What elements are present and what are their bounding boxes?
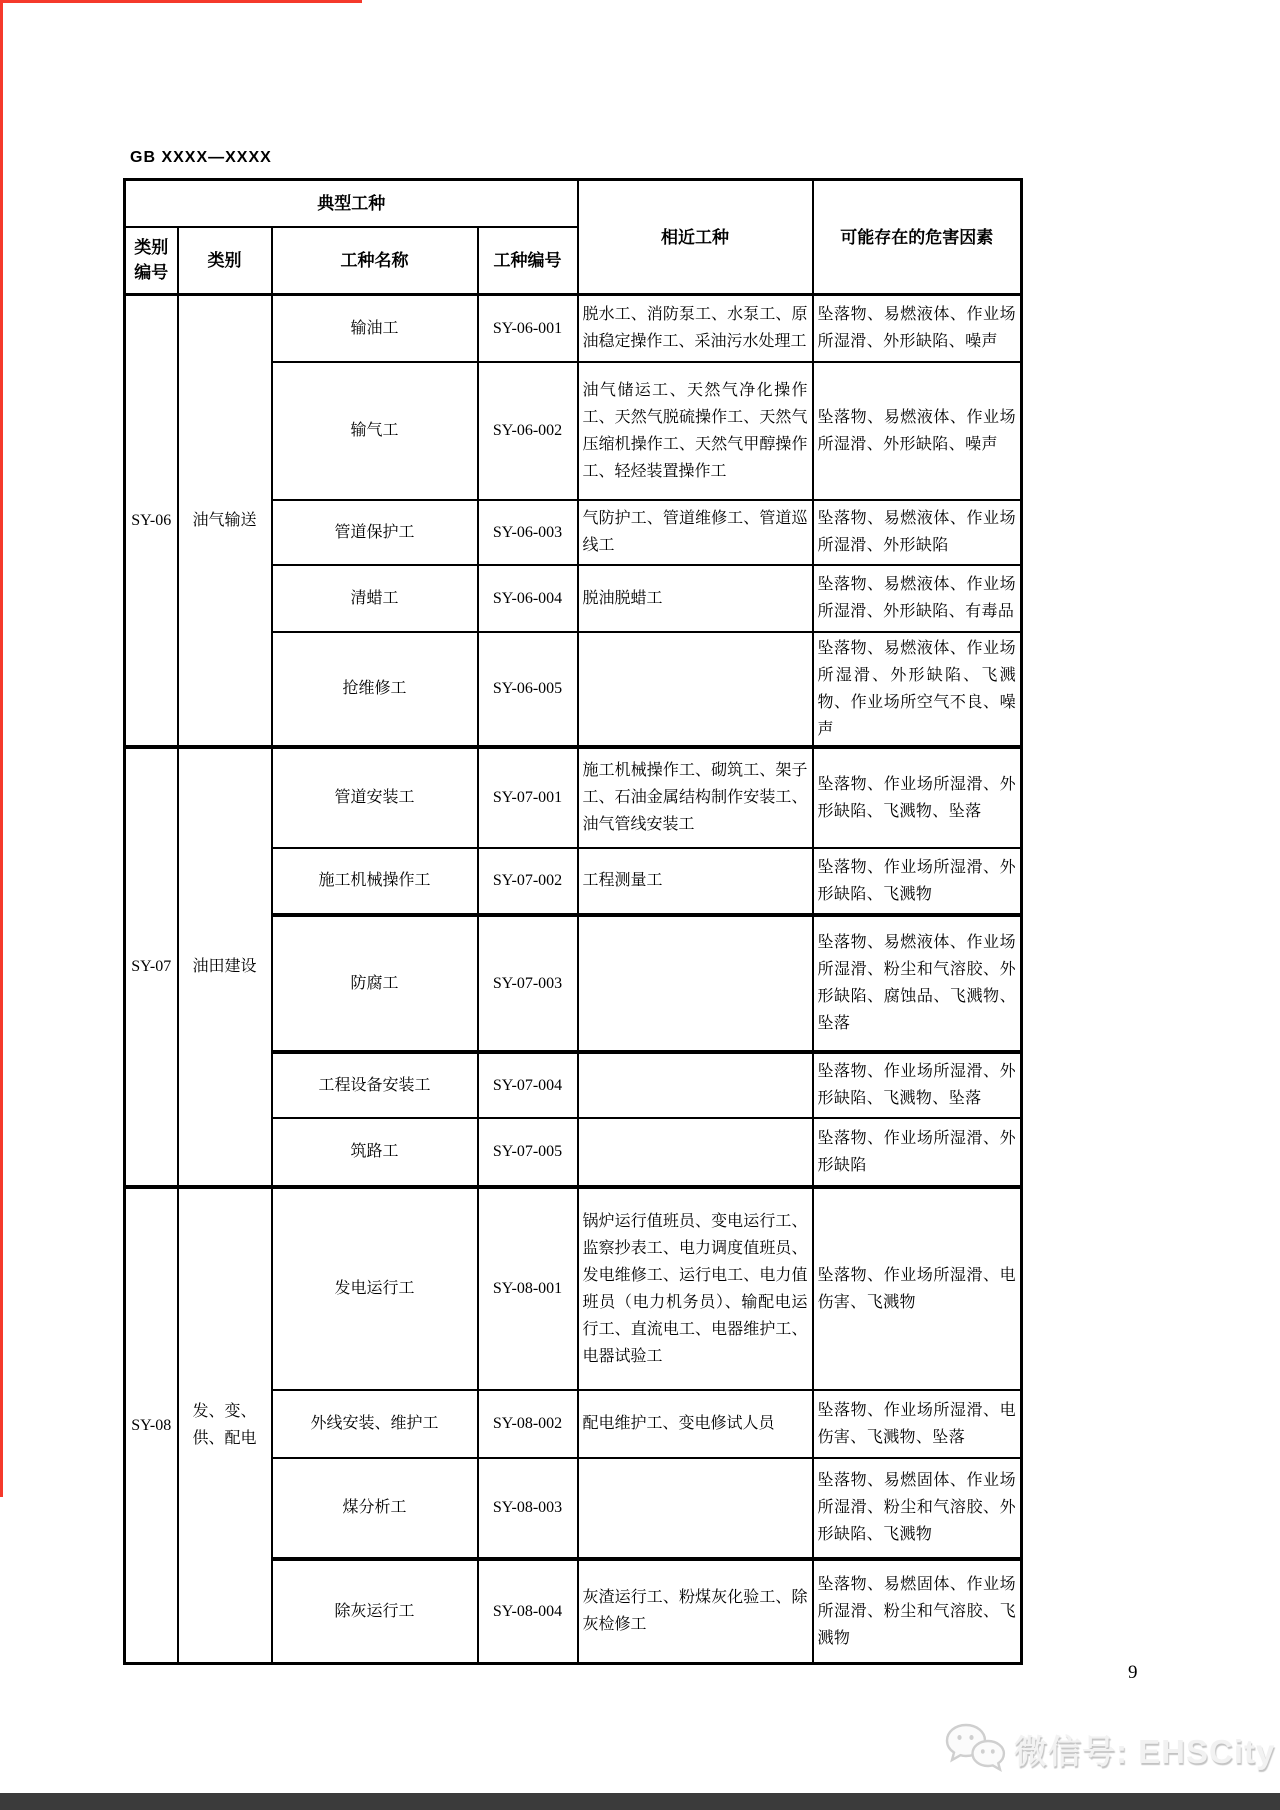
header-category-code: 类别编号: [125, 227, 178, 295]
job-code-cell: SY-06-002: [478, 362, 578, 500]
job-code-cell: SY-07-001: [478, 747, 578, 848]
job-name-cell: 工程设备安装工: [272, 1052, 478, 1118]
header-job-name: 工种名称: [272, 227, 478, 295]
header-row-group: [125, 180, 1022, 227]
watermark-text: 微信号: EHSCity: [1014, 1732, 1276, 1770]
similar-jobs-cell: 工程测量工: [578, 848, 813, 915]
doc-code: GB XXXX—XXXX: [130, 149, 272, 166]
job-hazard-table: [123, 178, 1023, 1665]
hazards-cell: 坠落物、易燃液体、作业场所湿滑、外形缺陷、噪声: [813, 362, 1022, 500]
section-code: SY-08: [125, 1187, 178, 1664]
hazards-cell: 坠落物、易燃固体、作业场所湿滑、粉尘和气溶胶、飞溅物: [813, 1559, 1022, 1664]
page-number: 9: [1128, 1662, 1138, 1683]
job-code-cell: SY-07-005: [478, 1118, 578, 1187]
header-similar-jobs: 相近工种: [578, 180, 813, 295]
similar-jobs-cell: [578, 1118, 813, 1187]
hazards-cell: 坠落物、易燃液体、作业场所湿滑、外形缺陷、飞溅物、作业场所空气不良、噪声: [813, 632, 1022, 747]
job-name-cell: 防腐工: [272, 915, 478, 1052]
job-code-cell: SY-07-003: [478, 915, 578, 1052]
job-name-cell: 输油工: [272, 295, 478, 362]
similar-jobs-cell: 气防护工、管道维修工、管道巡线工: [578, 500, 813, 565]
job-code-cell: SY-06-003: [478, 500, 578, 565]
table-row: [125, 747, 1022, 848]
hazards-cell: 坠落物、作业场所湿滑、外形缺陷、飞溅物、坠落: [813, 747, 1022, 848]
hazards-cell: 坠落物、易燃液体、作业场所湿滑、外形缺陷: [813, 500, 1022, 565]
header-typical-jobs: 典型工种: [125, 180, 578, 227]
hazards-cell: 坠落物、易燃液体、作业场所湿滑、外形缺陷、噪声: [813, 295, 1022, 362]
similar-jobs-cell: [578, 1458, 813, 1559]
section-category: 发、变、供、配电: [178, 1187, 272, 1664]
wechat-icon: [944, 1721, 1006, 1777]
job-name-cell: 筑路工: [272, 1118, 478, 1187]
similar-jobs-cell: 灰渣运行工、粉煤灰化验工、除灰检修工: [578, 1559, 813, 1664]
section-category: 油田建设: [178, 747, 272, 1187]
job-name-cell: 输气工: [272, 362, 478, 500]
red-border-left: [0, 0, 3, 1497]
job-code-cell: SY-08-001: [478, 1187, 578, 1390]
job-name-cell: 抢维修工: [272, 632, 478, 747]
job-name-cell: 外线安装、维护工: [272, 1390, 478, 1458]
job-name-cell: 施工机械操作工: [272, 848, 478, 915]
table-header: [125, 180, 1022, 295]
table-row: [125, 295, 1022, 362]
similar-jobs-cell: 配电维护工、变电修试人员: [578, 1390, 813, 1458]
bottom-bar: [0, 1793, 1280, 1810]
job-name-cell: 除灰运行工: [272, 1559, 478, 1664]
similar-jobs-cell: 施工机械操作工、砌筑工、架子工、石油金属结构制作安装工、油气管线安装工: [578, 747, 813, 848]
job-code-cell: SY-07-004: [478, 1052, 578, 1118]
job-code-cell: SY-08-003: [478, 1458, 578, 1559]
similar-jobs-cell: 脱水工、消防泵工、水泵工、原油稳定操作工、采油污水处理工: [578, 295, 813, 362]
similar-jobs-cell: 锅炉运行值班员、变电运行工、监察抄表工、电力调度值班员、发电维修工、运行电工、电力值班员（电力机务员）、输配电运行工、直流电工、电器维护工、电器试验工: [578, 1187, 813, 1390]
job-code-cell: SY-08-002: [478, 1390, 578, 1458]
header-hazards: 可能存在的危害因素: [813, 180, 1022, 295]
hazards-cell: 坠落物、易燃液体、作业场所湿滑、外形缺陷、有毒品: [813, 565, 1022, 632]
job-code-cell: SY-08-004: [478, 1559, 578, 1664]
red-border-top: [0, 0, 362, 3]
job-name-cell: 管道保护工: [272, 500, 478, 565]
job-code-cell: SY-06-004: [478, 565, 578, 632]
job-name-cell: 清蜡工: [272, 565, 478, 632]
section-code: SY-06: [125, 295, 178, 747]
hazards-cell: 坠落物、作业场所湿滑、外形缺陷: [813, 1118, 1022, 1187]
hazards-cell: 坠落物、易燃固体、作业场所湿滑、粉尘和气溶胶、外形缺陷、飞溅物: [813, 1458, 1022, 1559]
section-category: 油气输送: [178, 295, 272, 747]
hazards-cell: 坠落物、作业场所湿滑、外形缺陷、飞溅物、坠落: [813, 1052, 1022, 1118]
table-body: [125, 295, 1022, 1664]
similar-jobs-cell: 油气储运工、天然气净化操作工、天然气脱硫操作工、天然气压缩机操作工、天然气甲醇操作工、轻烃装置操作工: [578, 362, 813, 500]
table-row: [125, 1187, 1022, 1390]
hazards-cell: 坠落物、易燃液体、作业场所湿滑、粉尘和气溶胶、外形缺陷、腐蚀品、飞溅物、坠落: [813, 915, 1022, 1052]
job-name-cell: 发电运行工: [272, 1187, 478, 1390]
job-code-cell: SY-07-002: [478, 848, 578, 915]
section-code: SY-07: [125, 747, 178, 1187]
header-category: 类别: [178, 227, 272, 295]
hazards-cell: 坠落物、作业场所湿滑、电伤害、飞溅物: [813, 1187, 1022, 1390]
hazards-cell: 坠落物、作业场所湿滑、外形缺陷、飞溅物: [813, 848, 1022, 915]
job-name-cell: 煤分析工: [272, 1458, 478, 1559]
watermark: [944, 1720, 1275, 1778]
header-job-code: 工种编号: [478, 227, 578, 295]
job-code-cell: SY-06-005: [478, 632, 578, 747]
job-name-cell: 管道安装工: [272, 747, 478, 848]
job-code-cell: SY-06-001: [478, 295, 578, 362]
similar-jobs-cell: [578, 632, 813, 747]
similar-jobs-cell: [578, 1052, 813, 1118]
similar-jobs-cell: [578, 915, 813, 1052]
similar-jobs-cell: 脱油脱蜡工: [578, 565, 813, 632]
hazards-cell: 坠落物、作业场所湿滑、电伤害、飞溅物、坠落: [813, 1390, 1022, 1458]
